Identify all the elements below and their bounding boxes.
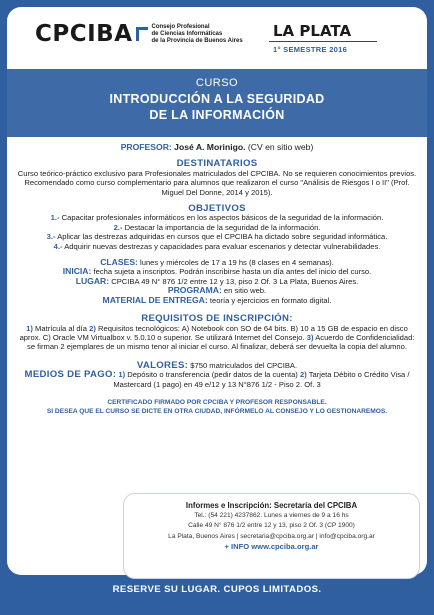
info-address: Calle 49 N° 876 1/2 entre 12 y 13, piso 2 Of. 3 (CP 1900) [188,522,355,530]
profesor-note: (CV en sitio web) [247,142,314,152]
cpciba-logo [35,21,243,47]
info-box [123,493,420,579]
objetivo-text: Adquirir nuevas destrezas y capacidades para evaluar escenarios y detectar vulnerabilidades. [64,241,381,251]
req-text: Matrícula al día [35,323,87,333]
material-line [7,296,427,305]
logo-sub-line: Consejo Profesional [151,23,210,30]
req-num: 1) [26,323,33,333]
pago-text: Depósito o transferencia (pedir datos de la cuenta) [127,370,298,380]
objetivos-title: OBJETIVOS [188,203,246,215]
req-num: 2) [89,323,96,333]
destinatarios-text: Curso teórico-práctico exclusivo para Profesionales matriculados del CPCIBA. No se requieren conocimientos previos. Recomendado como curso complementario para alumnos que realizaron el curso "Análisis de Riesgos I o II" (Prof. Miguel Del Donne, 2014 y 2015). [17,168,417,197]
destinatarios-title: DESTINATARIOS [176,158,258,170]
course-banner [7,69,427,137]
clases-label: CLASES: [100,257,138,268]
objetivo-text: Aplicar las destrezas adquiridas en cursos que el CPCIBA ha dictado sobre seguridad informática. [57,232,388,242]
profesor-line [7,143,427,152]
profesor-label: PROFESOR: [120,142,172,152]
info-web-link[interactable]: + INFO www.cpciba.org.ar [224,541,319,551]
lugar-text: CPCIBA 49 N° 876 1/2 entre 12 y 13, piso 2 Of. 3 La Plata, Buenos Aires. [111,276,359,286]
pago-num: 1) [118,370,126,380]
objetivo-item [7,213,427,222]
logo-text: CPCIBA [35,21,133,47]
objetivo-text: Destacar la importancia de la seguridad de la información. [124,222,321,232]
req-text: Requisitos tecnológicos: A) Notebook con SO de 64 bits. B) 10 a 15 GB de espacio en disco aprox. C) Oracle VM Virtualbox v. 5.0.10 o superior. Se utilizará Internet del Consejo. [19,323,408,342]
pago-num: 2) [299,370,307,380]
logo-sub-line: de la Provincia de Buenos Aires [151,37,243,44]
requisitos-title: REQUISITOS DE INSCRIPCIÓN: [141,313,293,325]
req-text: Acuerdo de Confidencialidad: se firman 2 ejemplares de un mismo tenor al iniciar el curso. Al finalizar, deberá ser devuelta la copia del alumno. [27,332,415,352]
logo-sub-line: de Ciencias Informáticas [151,30,223,37]
profesor-name: José A. Morinigo. [174,142,246,152]
certificado-note: CERTIFICADO FIRMADO POR CPCIBA Y PROFESOR RESPONSABLE. [107,398,327,406]
valores-label: VALORES: [136,359,189,371]
course-title [7,91,427,123]
footer-slogan: RESERVE SU LUGAR. CUPOS LIMITADOS. [112,584,322,595]
info-tel: Tel.: (54 221) 4237862. Lunes a viernes de 9 a 16 hs [194,512,349,520]
logo-subtitle [152,24,243,45]
objetivo-item [7,223,427,232]
material-label: MATERIAL DE ENTREGA: [102,294,208,305]
info-contact: La Plata, Buenos Aires | secretaria@cpciba.org.ar | info@cpciba.org.ar [168,532,375,540]
objetivo-text: Capacitar profesionales informáticos en los aspectos básicos de la seguridad de la información. [61,213,384,223]
pago-text: Tarjeta Débito o Crédito Visa / Mastercard (1 pago) en 49 e/12 y 13 N°876 1/2 - Piso 2. Of. 3 [113,370,410,389]
city-title: LA PLATA [273,22,352,40]
semester-label: 1° SEMESTRE 2016 [273,45,348,54]
programa-label: PROGRAMA: [167,285,222,296]
info-heading: Informes e Inscripción: Secretaría del CPCIBA [185,501,358,510]
material-text: teoría y ejercicios en formato digital. [209,295,332,305]
objetivo-num: 3.- [46,232,56,242]
pago-line [7,370,427,389]
lugar-label: LUGAR: [75,275,110,286]
pago-label: MEDIOS DE PAGO: [24,369,117,381]
otra-ciudad-note: SI DESEA QUE EL CURSO SE DICTE EN OTRA CIUDAD, INFÓRMELO AL CONSEJO Y LO GESTIONAREMOS. [46,407,388,415]
inicia-text: fecha sujeta a inscriptos. Podrán inscribirse hasta un día antes del inicio del curso. [93,267,372,277]
programa-text: en sitio web. [223,286,267,296]
objetivo-item [7,232,427,241]
clases-text: lunes y miércoles de 17 a 19 hs (8 clases en 4 semanas). [140,258,334,268]
objetivo-num: 1.- [50,213,60,223]
inicia-label: INICIA: [62,266,92,277]
divider [269,41,377,42]
requisitos-text [7,324,427,352]
course-title-line: INTRODUCCIÓN A LA SEGURIDAD [109,92,325,106]
valores-text: $750 matriculados del CPCIBA. [190,360,298,370]
banner-kicker: CURSO [195,77,239,89]
course-content [7,143,427,416]
programa-line [7,286,427,295]
req-num: 3) [306,332,314,342]
course-title-line: DE LA INFORMACIÓN [149,108,285,122]
flyer-sheet [7,7,427,575]
objetivo-num: 2.- [113,222,123,232]
header [7,7,427,59]
objetivo-num: 4.- [53,241,63,251]
logo-mark-icon [136,27,148,41]
inicia-line [7,267,427,276]
objetivo-item [7,242,427,251]
